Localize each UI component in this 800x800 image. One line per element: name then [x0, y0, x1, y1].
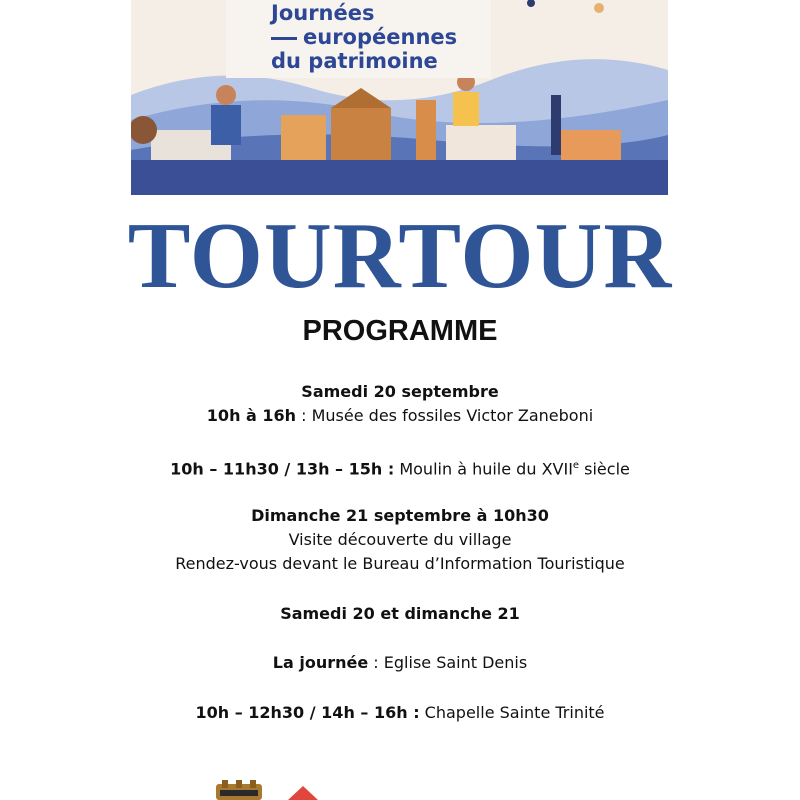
day1-heading: [0, 380, 800, 404]
program-item-3: [0, 651, 800, 675]
item1-place: : Musée des fossiles Victor Zaneboni: [296, 406, 594, 425]
house-logo-icon: [288, 786, 318, 800]
item4-place: Chapelle Sainte Trinité: [419, 703, 605, 722]
poster-title-line2: européennes: [303, 25, 458, 49]
item2-sup: e: [572, 460, 580, 471]
heritage-poster-banner: [131, 0, 668, 195]
day2-line1: Visite découverte du village: [288, 530, 512, 549]
item1-time: 10h à 16h: [206, 406, 297, 425]
day2-line2: Rendez-vous devant le Bureau d’Information Touristique: [175, 554, 625, 573]
program-item-2: [0, 454, 800, 481]
day2-heading-text: Dimanche 21 septembre à 10h30: [251, 506, 549, 525]
item2-suffix: siècle: [579, 459, 630, 479]
day3-heading: [0, 602, 800, 626]
item2-place: Moulin à huile du XVII: [394, 459, 573, 479]
program-item-1: [0, 404, 800, 428]
day3-heading-text: Samedi 20 et dimanche 21: [280, 604, 520, 623]
poster-title-line3: du patrimoine: [271, 49, 438, 73]
day1-heading-text: Samedi 20 septembre: [301, 382, 499, 401]
town-crest-icon: [214, 780, 264, 800]
program-item-4: [0, 701, 800, 725]
item3-place: : Eglise Saint Denis: [368, 653, 528, 672]
program-heading: PROGRAMME: [302, 315, 498, 347]
item3-time: La journée: [272, 653, 369, 672]
poster-title-line1: Journées: [271, 1, 375, 25]
poster-title-dash: [271, 37, 297, 40]
page-title: TOURTOUR: [127, 204, 673, 308]
day2-heading: [0, 504, 800, 528]
item4-time: 10h – 12h30 / 14h – 16h :: [195, 703, 420, 722]
poster-title-box: [226, 0, 491, 78]
item2-time: 10h – 11h30 / 13h – 15h :: [170, 459, 395, 479]
